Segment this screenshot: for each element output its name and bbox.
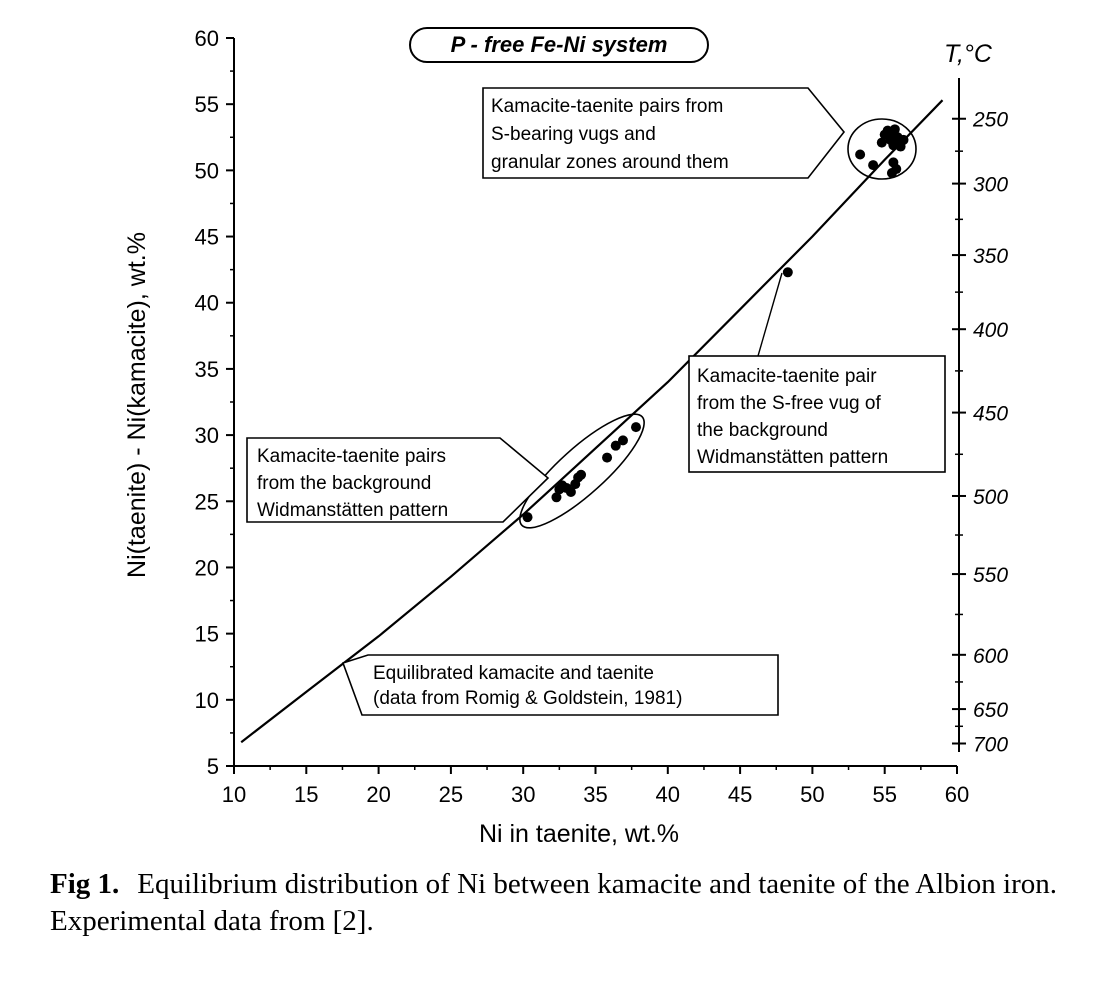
data-point	[602, 453, 612, 463]
x-tick-label: 10	[221, 782, 247, 807]
data-point	[898, 135, 908, 145]
x-tick-label: 45	[727, 782, 753, 807]
chart-title: P - free Fe-Ni system	[450, 32, 668, 57]
annotation-equilibrated-line-2: (data from Romig & Goldstein, 1981)	[373, 688, 683, 709]
annotation-s-free-line-4: Widmanstätten pattern	[697, 447, 889, 468]
annotation-equilibrated	[343, 655, 778, 715]
annotation-background-line-3: Widmanstätten pattern	[257, 500, 449, 521]
y-tick-label: 10	[194, 687, 219, 713]
data-point	[576, 470, 586, 480]
temperature-axis-title: T,°C	[944, 40, 992, 68]
x-axis-ticks	[222, 766, 969, 807]
data-point	[887, 168, 897, 178]
data-point	[523, 512, 533, 522]
temperature-tick-label: 350	[973, 245, 1009, 269]
y-tick-label: 20	[194, 555, 219, 581]
annotation-s-bearing-line-2: S-bearing vugs and	[491, 124, 656, 145]
y-tick-label: 50	[194, 158, 219, 184]
annotation-background-line-2: from the background	[257, 473, 432, 494]
temperature-tick-label: 450	[973, 402, 1009, 426]
caption-text: Equilibrium distribution of Ni between kamacite and taenite of the Albion iron. Experimental data from [2].	[50, 868, 1058, 937]
y-tick-label: 30	[194, 423, 219, 449]
x-tick-label: 55	[872, 782, 897, 807]
y-tick-label: 60	[194, 26, 219, 51]
x-tick-label: 25	[438, 782, 464, 807]
temperature-tick-label: 600	[973, 644, 1009, 668]
data-point	[855, 149, 865, 159]
data-point	[868, 160, 878, 170]
temperature-tick-label: 250	[973, 108, 1009, 132]
annotation-s-free	[689, 273, 945, 472]
annotation-equilibrated-line-1: Equilibrated kamacite and taenite	[373, 663, 654, 684]
x-tick-label: 30	[510, 782, 536, 807]
x-axis-title: Ni in taenite, wt.%	[478, 820, 680, 848]
annotation-background	[247, 438, 548, 522]
temperature-tick-label: 500	[973, 485, 1009, 509]
temperature-tick-label: 650	[973, 699, 1009, 723]
temperature-axis-ticks	[952, 109, 1008, 757]
annotation-s-free-line-1: Kamacite-taenite pair	[697, 366, 877, 387]
annotation-s-bearing-line-3: granular zones around them	[491, 152, 729, 173]
y-tick-label: 15	[194, 621, 219, 647]
s-bearing-group-ellipse	[848, 119, 916, 179]
y-axis-ticks	[195, 26, 234, 779]
x-tick-label: 15	[294, 782, 319, 807]
annotation-s-bearing-line-1: Kamacite-taenite pairs from	[491, 96, 724, 117]
annotation-background-line-1: Kamacite-taenite pairs	[257, 446, 447, 467]
y-tick-label: 55	[194, 92, 219, 118]
x-tick-label: 40	[655, 782, 681, 807]
data-point	[783, 267, 793, 277]
y-tick-label: 35	[194, 356, 219, 382]
x-tick-label: 20	[366, 782, 391, 807]
temperature-tick-label: 400	[973, 319, 1009, 343]
x-tick-label: 60	[944, 782, 970, 807]
y-tick-label: 25	[194, 489, 219, 515]
data-point	[618, 435, 628, 445]
y-tick-label: 45	[194, 224, 219, 250]
caption-label: Fig 1.	[50, 868, 120, 900]
annotation-s-bearing	[483, 88, 844, 178]
x-tick-label: 35	[583, 782, 608, 807]
temperature-tick-label: 550	[973, 564, 1009, 588]
temperature-tick-label: 300	[973, 173, 1009, 197]
y-axis-title: Ni(taenite) - Ni(kamacite), wt.%	[123, 232, 151, 578]
x-tick-label: 50	[800, 782, 825, 807]
annotation-s-free-line-3: the background	[697, 420, 828, 441]
data-point	[631, 422, 641, 432]
figure-caption	[50, 866, 1100, 940]
y-tick-label: 5	[206, 754, 219, 779]
temperature-tick-label: 700	[973, 733, 1009, 757]
y-tick-label: 40	[194, 290, 219, 316]
annotation-s-free-line-2: from the S-free vug of	[697, 393, 881, 414]
